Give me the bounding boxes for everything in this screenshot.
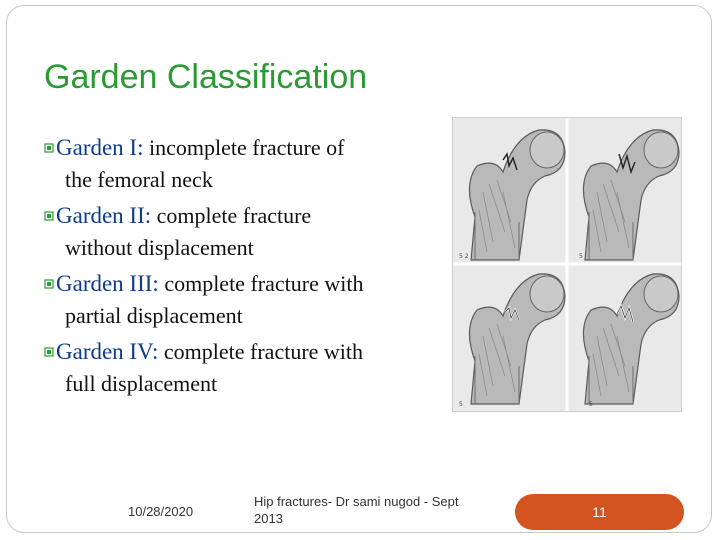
bullet-text-continued: without displacement (65, 235, 254, 260)
bullet-line (44, 339, 363, 364)
bullet-line (44, 271, 363, 296)
bullet-text-continued: full displacement (65, 371, 218, 396)
footer-date: 10/28/2020 (128, 504, 194, 519)
femur-xray-illustration (453, 118, 681, 411)
bullet-item-garden-1 (44, 132, 444, 196)
svg-text:5: 5 (459, 401, 463, 408)
bullet-term: Garden II: (56, 203, 152, 228)
svg-text:5 2: 5 2 (459, 253, 469, 260)
bullet-term: Garden III: (56, 271, 159, 296)
bullet-term: Garden I: (56, 135, 144, 160)
bullet-line (44, 135, 344, 160)
bullet-text: complete fracture (156, 203, 312, 228)
bullet-term: Garden IV: (56, 339, 159, 364)
svg-text:5: 5 (579, 253, 583, 260)
bullet-item-garden-3 (44, 268, 444, 332)
bullet-item-garden-4 (44, 336, 444, 400)
bullet-text: complete fracture with (164, 271, 364, 296)
bullet-text: complete fracture with (163, 339, 364, 364)
square-bullet-icon (44, 208, 54, 224)
svg-text:5: 5 (589, 401, 593, 408)
slide-title: Garden Classification (44, 58, 368, 96)
bullet-text-continued: partial displacement (65, 303, 243, 328)
bullet-line (44, 203, 311, 228)
square-bullet-icon (44, 344, 54, 360)
page-number-badge: 11 (515, 494, 684, 530)
square-bullet-icon (44, 140, 54, 156)
bullet-text-continued: the femoral neck (65, 167, 213, 192)
bullet-text: incomplete fracture of (149, 135, 345, 160)
square-bullet-icon (44, 276, 54, 292)
bullet-item-garden-2 (44, 200, 444, 264)
footer-presentation-info: Hip fractures- Dr sami nugod - Sept 2013 (254, 494, 459, 526)
femur-xray-figure (452, 117, 682, 412)
